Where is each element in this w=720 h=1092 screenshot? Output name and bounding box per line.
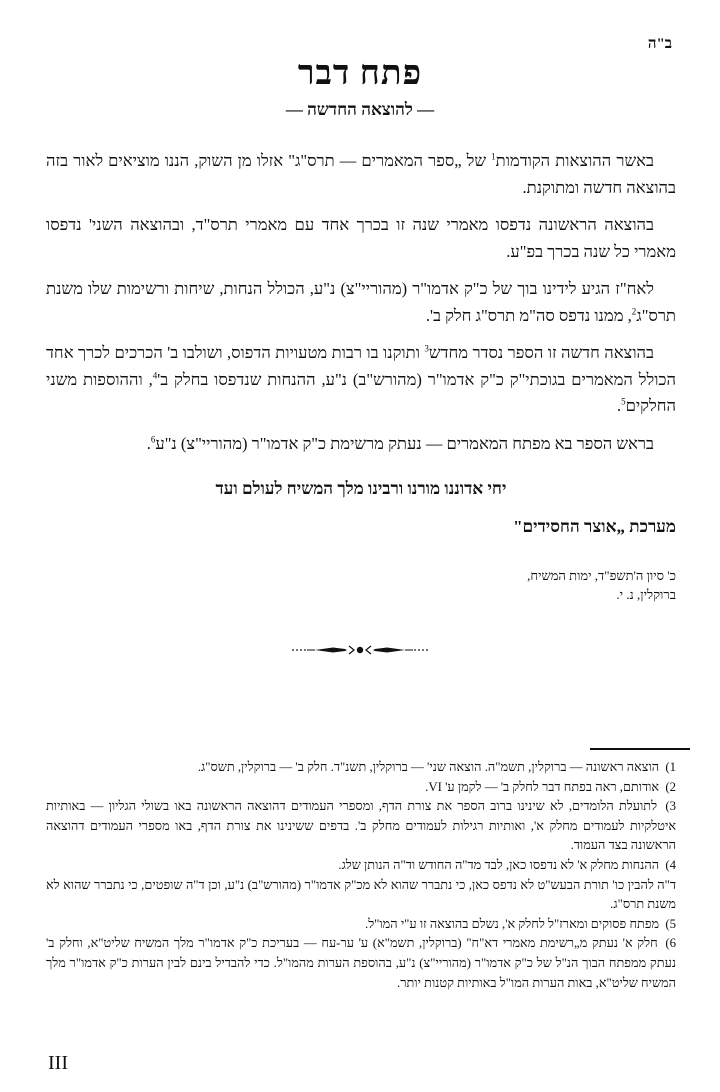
footnote-number: 3) [665,799,676,814]
dateline-date: כ' סיון ה'תשפ"ד, ימות המשיח, [527,568,676,583]
footnote-text: מפתח פסוקים ומארז"ל לחלק א', נשלם בהוצאה זו ע"י המו"ל. [365,916,660,931]
paragraph-5 [46,431,676,458]
paragraph-text: של „ספר המאמרים — תרס"ג" אזלו מן השוק, הננו מוציאים לאור בזה בהוצאה חדשה ומתוקנת. [46,151,676,197]
paragraph-text: בהוצאה חדשה זו הספר נסדר מחדש [428,343,654,362]
paragraph-text: . [146,433,151,453]
paragraph-3 [46,276,676,329]
paragraph-text: . [616,396,622,415]
slogan: יחי אדוננו מורנו ורבינו מלך המשיח לעולם ועד [215,479,507,498]
footnote-ref: 2 [631,306,637,316]
page-title: פתח דבר [297,55,423,92]
main-text [46,148,676,537]
footnote-text: ההנחות מחלק א' לא נדפסו כאן, לבד מד"ה החודש וד"ה הנותן שלג. [338,857,660,872]
footnote-5 [46,915,676,935]
footnote-text: ד"ה להבין כו' תורת הבעש"ט לא נדפס כאן, כי נתברר שהוא לא מכ"ק אדמו"ר (מהורש"ב) נ"ע, וכן ד"ה שופטים, כי נתברר שהוא לא משנת תרס"ג. [46,877,676,912]
dateline-place: ברוקלין, נ. י. [616,587,676,602]
footnote-text: אודותם, ראה בפתח דבר לחלק ב' — לקמן ע' VI. [425,779,660,794]
paragraph-text: , וההוספות משני החלקים [46,369,676,415]
footnote-divider [590,748,690,750]
paragraph-4 [46,340,676,420]
footnotes [46,758,676,993]
footnote-6 [46,934,676,993]
footnote-text: הוצאה ראשונה — ברוקלין, תשמ"ה. הוצאה שני' — ברוקלין, תשנ"ד. חלק ב' — ברוקלין, תשס"ג. [197,760,660,774]
footnote-2 [46,778,676,798]
paragraph-text: , ממנו נדפס סה"מ תרס"ג חלק ב'. [425,305,632,325]
paragraph-2 [46,212,676,265]
editor-signature: מערכת „אוצר החסידים" [513,517,676,536]
footnote-4-continued [46,876,676,915]
paragraph-1 [46,148,676,201]
footnote-number: 2) [665,779,676,794]
footnote-ref: 1 [491,151,496,162]
footnote-3 [46,797,676,856]
footnote-number: 4) [665,857,676,872]
footnote-text: חלק א' נעתק מ„רשימת מאמרי דא"ח" (ברוקלין, תשמ"א) ע' ער-עח — בעריכת כ"ק אדמו"ר מלך המשיח שליט"א, וחלק ב' נעתק ממפתח הבוך הנ"ל של כ"ק אדמו"ר (מהוריי"צ) נ"ע, בהוספת הערות מהמו"ל. כדי להבדיל בינם לבין הערות כ"ק אדמו"ר מלך המשיח שליט"א, באות הערות המו"ל באותיות קטנות יותר. [46,936,676,990]
ornament-divider-icon [285,640,435,660]
footnote-number: 6) [665,936,676,951]
footnote-ref: 6 [150,434,156,444]
page-number: III [48,1052,68,1074]
footnote-ref: 5 [621,396,626,407]
paragraph-text: ותוקנו בו רבות מטעויות הדפוס, ושולבו ב' הכרכים לכרך אחד הכולל המאמרים בגוכתי"ק כ"ק אדמו"ר (מהורש"ב) נ"ע, ההנחות שנדפסו בחלק ב' [46,343,676,389]
footnote-text: לתועלת הלומדים, לא שינינו ברוב הספר את צורת הדף, ומספרי העמודים דהוצאה הראשונה באו בשולי הגליון — באותיות איטלקיות לעמודים מחלק א', ואותיות רגילות לעמודים מחלק ב'. בדפים ששינינו את צורת הדף, באו מספרי העמודים דהוצאה הראשונה בצד העמוד. [46,799,676,853]
paragraph-text: לאח"ז הגיע לידינו בוך של כ"ק אדמו"ר (מהוריי"צ) נ"ע, הכולל הנחות, שיחות ורשימות שלו משנת תרס"ג [46,279,676,325]
paragraph-text: בהוצאה הראשונה נדפסו מאמרי שנה זו בכרך אחד עם מאמרי תרס"ד, ובהוצאה השני' נדפסו מאמרי כל שנה בכרך בפ"ע. [46,215,676,261]
paragraph-text: בראש הספר בא מפתח המאמרים — נעתק מרשימת כ"ק אדמו"ר (מהוריי"צ) נ"ע [155,433,654,453]
page-subtitle: — להוצאה החדשה — [285,100,435,119]
page-marker: ב"ה [647,36,672,52]
dateline [527,566,676,604]
paragraph-text: באשר ההוצאות הקודמות [495,151,654,170]
footnote-ref: 4 [152,370,158,380]
footnote-number: 1) [665,760,676,774]
footnote-number: 5) [665,916,676,931]
footnote-ref: 3 [424,343,429,354]
footnote-4 [46,856,676,876]
footnote-1 [46,758,676,778]
